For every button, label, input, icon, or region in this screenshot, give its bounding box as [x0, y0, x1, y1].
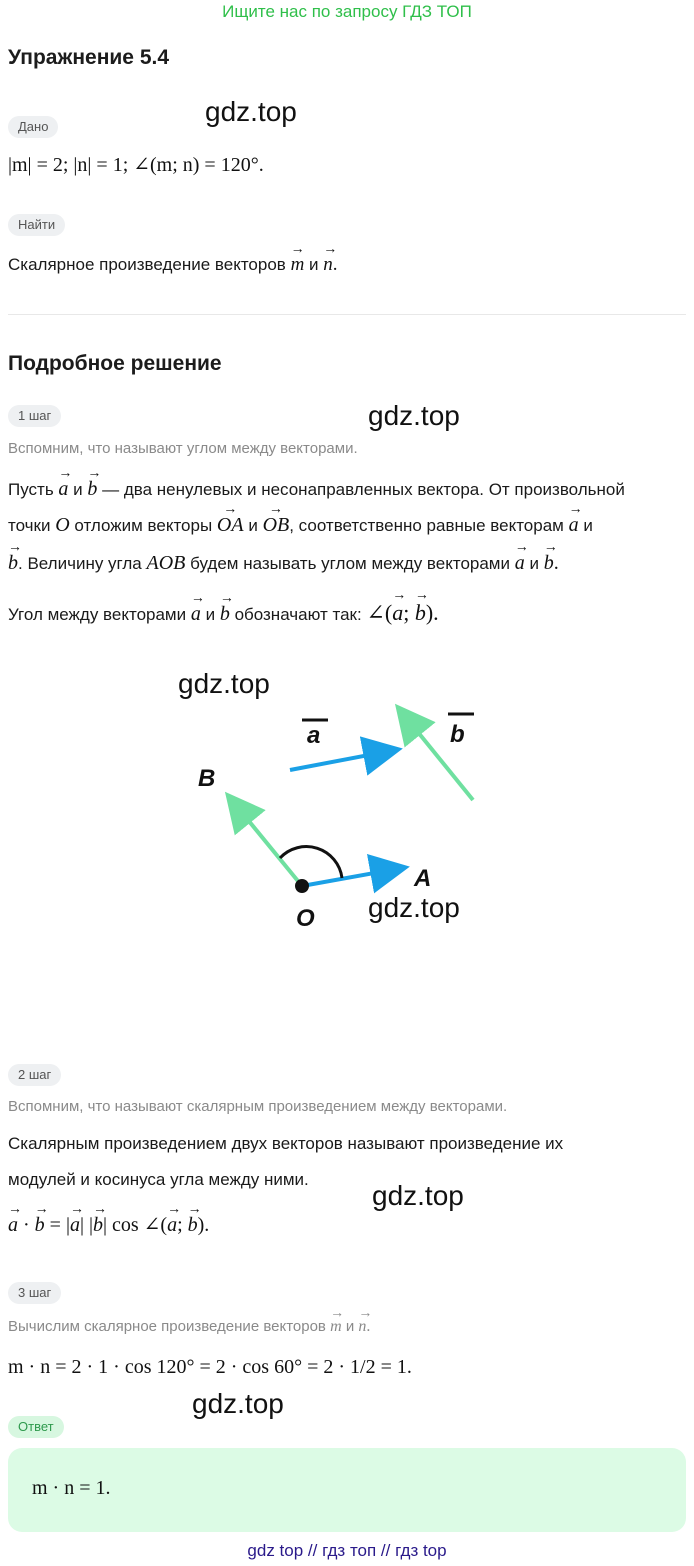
watermark: gdz.top: [372, 1180, 464, 1211]
text-fragment: обозначают так:: [234, 605, 362, 624]
text-fragment: и: [583, 516, 593, 535]
step3-calculation: m · n = 2 · 1 · cos 120° = 2 · cos 60° = 2 · 1/2 = 1.: [8, 1356, 412, 1378]
watermark: gdz.top: [192, 1388, 284, 1419]
search-banner[interactable]: Ищите нас по запросу ГДЗ ТОП: [222, 2, 472, 21]
text-fragment: и: [73, 480, 83, 499]
find-sentence: Скалярное произведение векторов: [8, 255, 286, 274]
point-A-label: A: [414, 865, 432, 892]
step1-label: 1 шаг: [8, 405, 61, 427]
point-O-label: O: [296, 905, 315, 932]
find-and: и: [309, 255, 319, 274]
answer-formula: m · n = 1.: [32, 1477, 111, 1499]
exercise-title: Упражнение 5.4: [8, 46, 170, 69]
step2-line2: модулей и косинуса угла между ними.: [8, 1170, 309, 1189]
vector-a-arrow: [290, 750, 395, 770]
answer-label: Ответ: [8, 1416, 64, 1438]
find-label-pill: [8, 214, 65, 236]
step2-label: 2 шаг: [8, 1064, 61, 1086]
text-fragment: и: [345, 1318, 355, 1335]
step1-hint: Вспомним, что называют углом между векторами.: [8, 440, 358, 457]
watermark: gdz.top: [205, 96, 297, 127]
text-fragment: Угол между векторами: [8, 605, 187, 624]
text-fragment: будем называть углом между векторами: [190, 554, 510, 573]
scalar-product-definition: → a · → b = |→ a| |→ b| cos ∠(→ a; → b).: [8, 1212, 209, 1237]
text-fragment: , соответственно равные векторам: [289, 516, 564, 535]
step3-pill: [8, 1282, 61, 1304]
solution-title: Подробное решение: [8, 352, 222, 375]
find-text: Скалярное произведение векторов → m и → n.: [8, 254, 338, 276]
given-formula: |m| = 2; |n| = 1; ∠(m; n) = 120°.: [8, 154, 264, 176]
step1-pill: [8, 405, 61, 427]
step3-hint: Вычислим скалярное произведение векторов → m и → n.: [8, 1318, 370, 1336]
given-label: Дано: [8, 116, 58, 138]
given-label-pill: [8, 116, 58, 138]
watermark: gdz.top: [368, 400, 460, 431]
step2-line1: Скалярным произведением двух векторов называют произведение их: [8, 1134, 564, 1153]
vector-OA-arrow: [302, 868, 402, 886]
find-label: Найти: [8, 214, 65, 236]
vector-angle-diagram: [180, 690, 510, 940]
step2-pill: [8, 1064, 61, 1086]
text-fragment: и: [248, 516, 258, 535]
footer-links[interactable]: gdz top // гдз топ // гдз top: [247, 1541, 447, 1560]
point-B-label: B: [198, 765, 216, 792]
text-fragment: Пусть: [8, 480, 54, 499]
answer-pill: [8, 1416, 64, 1438]
vector-OB-arrow: [230, 798, 302, 886]
step3-label: 3 шаг: [8, 1282, 61, 1304]
divider: [8, 314, 686, 315]
text-fragment: отложим векторы: [74, 516, 213, 535]
watermark: gdz.top: [178, 668, 270, 699]
text-fragment: — два ненулевых и несонаправленных вектора. От произвольной: [102, 480, 625, 499]
step2-hint: Вспомним, что называют скалярным произведением между векторами.: [8, 1098, 508, 1115]
text-fragment: и: [205, 605, 216, 624]
text-fragment: . Величину угла: [18, 554, 142, 573]
watermark: gdz.top: [368, 892, 460, 923]
step1-line2: точки O отложим векторы → OA и → OB, соответственно равные векторам → a и: [8, 514, 593, 537]
step1-line3: → b. Величину угла AOB будем называть углом между векторами → a и → b.: [8, 552, 559, 575]
step1-line1: Пусть → a и → b — два ненулевых и несонаправленных вектора. От произвольной: [8, 478, 625, 501]
step1-line4: Угол между векторами → a и → b обозначают так: ∠(→ a; → b).: [8, 600, 439, 626]
text-fragment: Вычислим скалярное произведение векторов: [8, 1318, 326, 1335]
text-fragment: точки: [8, 516, 51, 535]
vector-a-label: a: [307, 722, 321, 749]
point-O-dot: [295, 879, 309, 893]
text-fragment: и: [529, 554, 539, 573]
vector-b-label: b: [450, 721, 465, 748]
